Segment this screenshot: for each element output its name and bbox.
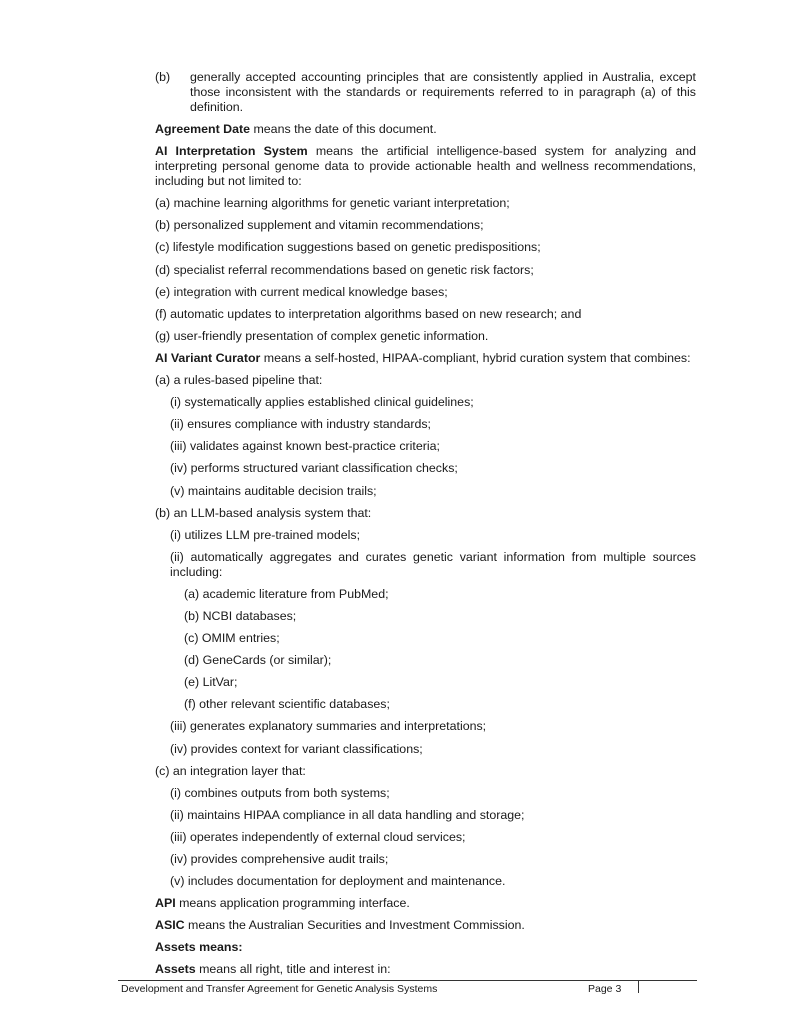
- footer-divider: [118, 980, 697, 981]
- list-item: (i) utilizes LLM pre-trained models;: [170, 527, 361, 542]
- clause-b-marker: (b): [155, 70, 171, 84]
- term-ai-interpretation-system: AI Interpretation System: [155, 144, 308, 159]
- list-item: (b) personalized supplement and vitamin recommendations;: [155, 218, 484, 233]
- term-asic: ASIC: [155, 918, 185, 933]
- term-assets: Assets: [155, 962, 196, 977]
- definition-ai-variant-curator-text: means a self-hosted, HIPAA-compliant, hybrid curation system that combines:: [260, 350, 691, 365]
- list-item: (c) lifestyle modification suggestions based on genetic predispositions;: [155, 240, 541, 255]
- clause-b: [155, 70, 696, 115]
- list-item: (a) academic literature from PubMed;: [184, 586, 389, 601]
- list-item: (f) other relevant scientific databases;: [184, 697, 390, 712]
- assets-heading: Assets means:: [155, 940, 243, 955]
- footer-page-tick: [638, 981, 639, 993]
- list-item: (iv) provides comprehensive audit trails;: [170, 852, 389, 866]
- term-agreement-date: Agreement Date: [155, 122, 251, 137]
- list-item: (iii) validates against known best-practice criteria;: [170, 439, 440, 454]
- definition-ai-interpretation-text: means the artificial intelligence-based system for analyzing and interpreting personal genome data to provide actionable health and wellness recommendations, including but not limited to:: [155, 144, 696, 189]
- definition-ai-variant-curator: [155, 351, 696, 366]
- list-item: (f) automatic updates to interpretation algorithms based on new research; and: [155, 306, 582, 321]
- list-item: (i) systematically applies established clinical guidelines;: [170, 395, 474, 410]
- list-item: (iii) generates explanatory summaries and interpretations;: [170, 719, 487, 734]
- list-item: (ii) automatically aggregates and curates genetic variant information from multiple sources including:: [170, 549, 696, 579]
- definition-agreement-date: [155, 122, 696, 137]
- list-item: (d) specialist referral recommendations based on genetic risk factors;: [155, 262, 534, 277]
- list-item: (a) machine learning algorithms for genetic variant interpretation;: [155, 196, 510, 211]
- term-ai-variant-curator: AI Variant Curator: [155, 350, 261, 365]
- definition-asic-text: means the Australian Securities and Investment Commission.: [184, 918, 525, 933]
- list-item: (d) GeneCards (or similar);: [184, 653, 332, 668]
- curator-part-c: (c) an integration layer that:: [155, 763, 306, 778]
- list-item: (e) LitVar;: [184, 675, 238, 690]
- list-item: (iv) provides context for variant classifications;: [170, 741, 423, 756]
- definition-asic: [155, 918, 696, 933]
- list-item: (ii) maintains HIPAA compliance in all data handling and storage;: [170, 807, 525, 822]
- definition-api-text: means application programming interface.: [175, 896, 410, 911]
- list-item: (ii) ensures compliance with industry standards;: [170, 417, 432, 432]
- definition-ai-interpretation-system: [155, 144, 696, 189]
- definition-assets: [155, 962, 696, 977]
- footer-page-number: Page 3: [588, 983, 622, 995]
- list-item: (b) NCBI databases;: [184, 608, 297, 623]
- list-item: (v) maintains auditable decision trails;: [170, 483, 377, 498]
- definition-api: [155, 896, 696, 911]
- clause-b-text: generally accepted accounting principles that are consistently applied in Australia, except those inconsistent with the standards or requirements referred to in paragraph (a) of this definition.: [190, 70, 696, 114]
- list-item: (v) includes documentation for deployment and maintenance.: [170, 874, 506, 889]
- definition-agreement-date-text: means the date of this document.: [250, 122, 437, 137]
- list-item: (g) user-friendly presentation of complex genetic information.: [155, 328, 489, 343]
- curator-part-b: (b) an LLM-based analysis system that:: [155, 505, 372, 520]
- curator-part-a: (a) a rules-based pipeline that:: [155, 373, 323, 388]
- list-item: (c) OMIM entries;: [184, 631, 280, 646]
- list-item: (e) integration with current medical knowledge bases;: [155, 284, 448, 299]
- term-api: API: [155, 896, 176, 911]
- list-item: (i) combines outputs from both systems;: [170, 785, 390, 800]
- footer-title: Development and Transfer Agreement for Genetic Analysis Systems: [121, 983, 438, 995]
- list-item: (iii) operates independently of external cloud services;: [170, 829, 466, 844]
- list-item: (iv) performs structured variant classification checks;: [170, 461, 458, 476]
- document-body: [155, 70, 696, 985]
- definition-assets-text: means all right, title and interest in:: [195, 962, 391, 977]
